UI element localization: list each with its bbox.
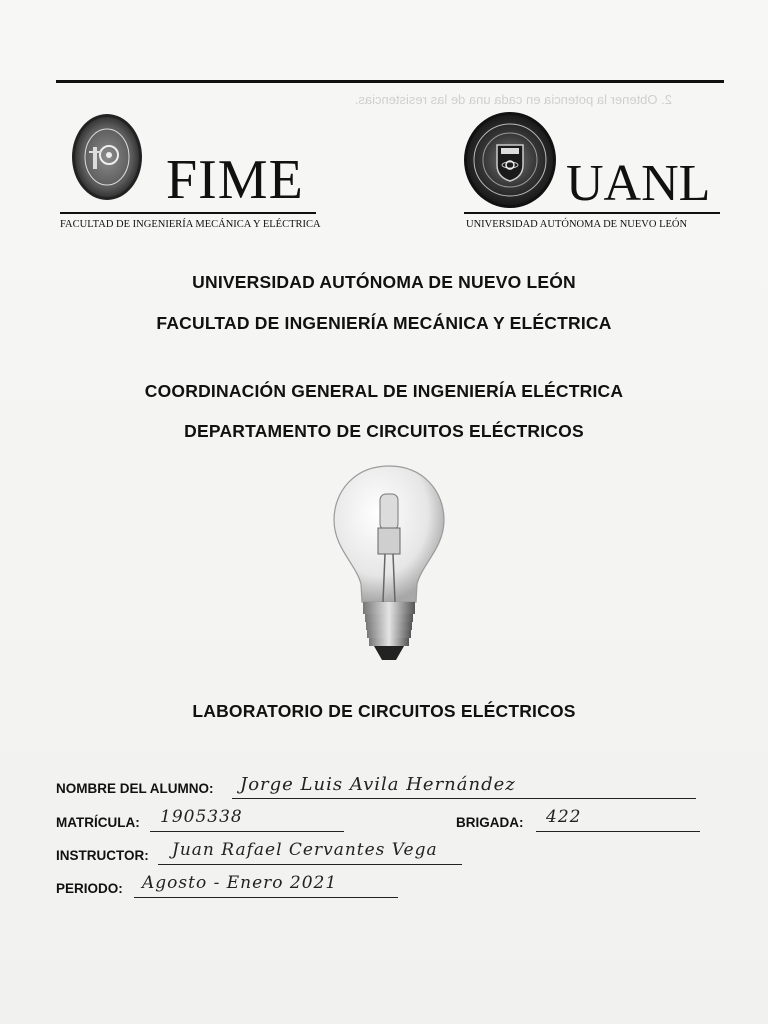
uanl-seal-icon [464,112,556,208]
brigada-underline [536,831,700,832]
fime-subtitle: FACULTAD DE INGENIERÍA MECÁNICA Y ELÉCTRICA [60,219,321,230]
uanl-rule [464,212,720,214]
light-bulb-icon [330,462,448,666]
periodo-label: PERIODO: [56,881,123,896]
uanl-subtitle: UNIVERSIDAD AUTÓNOMA DE NUEVO LEÓN [466,219,688,230]
fime-rule [60,212,316,214]
fime-wordmark: FIME [166,149,304,211]
department-title: DEPARTAMENTO DE CIRCUITOS ELÉCTRICOS [184,421,584,441]
brigada-value[interactable]: 422 [546,807,582,827]
fime-seal-icon [72,114,142,200]
coordination-title: COORDINACIÓN GENERAL DE INGENIERÍA ELÉCTRICA [144,381,624,401]
periodo-underline [134,897,398,898]
matricula-value[interactable]: 1905338 [160,807,243,827]
matricula-underline [150,831,344,832]
laboratory-title: LABORATORIO DE CIRCUITOS ELÉCTRICOS [192,701,576,721]
faculty-title: FACULTAD DE INGENIERÍA MECÁNICA Y ELÉCTRICA [156,313,612,333]
student-value[interactable]: Jorge Luis Avila Hernández [240,774,516,795]
student-label: NOMBRE DEL ALUMNO: [56,781,214,796]
periodo-value[interactable]: Agosto - Enero 2021 [142,873,338,893]
university-title: UNIVERSIDAD AUTÓNOMA DE NUEVO LEÓN [192,272,576,292]
instructor-underline [158,864,462,865]
matricula-label: MATRÍCULA: [56,815,140,830]
student-underline [232,798,696,799]
bleed-through-text: 2. Obtener la potencia en cada una de las resistencias. [354,92,672,107]
instructor-label: INSTRUCTOR: [56,848,149,863]
uanl-wordmark: UANL [566,155,711,212]
top-rule [56,80,724,83]
brigada-label: BRIGADA: [456,815,524,830]
instructor-value[interactable]: Juan Rafael Cervantes Vega [172,840,438,860]
